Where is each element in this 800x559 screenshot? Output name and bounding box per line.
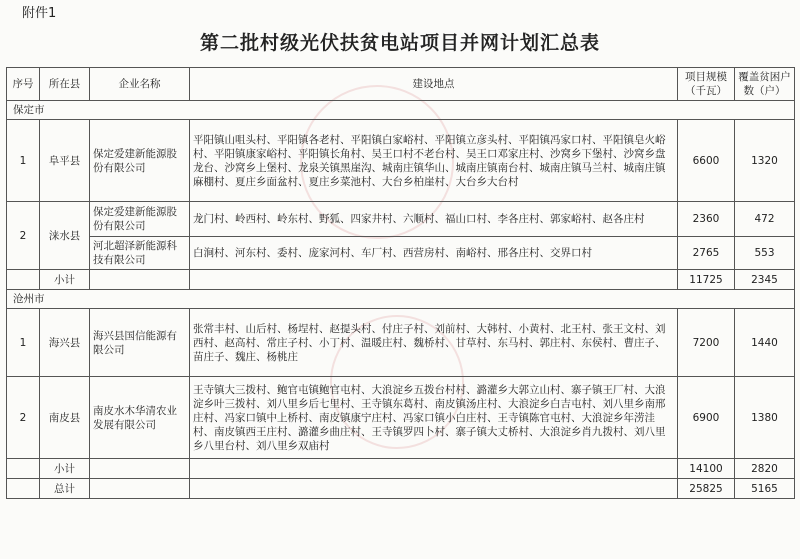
cell-seq: 2: [7, 377, 40, 459]
cell-county: 阜平县: [40, 120, 90, 202]
cell-scale: 2765: [678, 237, 735, 270]
section-name: 保定市: [7, 101, 795, 120]
cell-county: 涞水县: [40, 202, 90, 270]
cell-scale: 7200: [678, 309, 735, 377]
subtotal-label: 小计: [40, 459, 90, 479]
cell-scale: 6600: [678, 120, 735, 202]
cell-company: 河北超泽新能源科技有限公司: [90, 237, 190, 270]
cell-location: 张常丰村、山后村、杨埕村、赵提头村、付庄子村、刘前村、大韩村、小黄村、北王村、张王文村、刘西村、赵高村、常庄子村、小丁村、温暖庄村、魏桥村、甘草村、东马村、郭庄村、东侯村、曹庄子、苗庄子、魏庄、杨桃庄: [190, 309, 678, 377]
cell-company: 南皮水木华清农业发展有限公司: [90, 377, 190, 459]
header-row: [7, 68, 795, 101]
page-title: 第二批村级光伏扶贫电站项目并网计划汇总表: [199, 32, 600, 54]
subtotal-scale: 14100: [678, 459, 735, 479]
summary-table: [6, 67, 795, 499]
subtotal-row: [7, 270, 795, 290]
cell-scale: 2360: [678, 202, 735, 237]
subtotal-households: 2820: [735, 459, 795, 479]
subtotal-row: [7, 459, 795, 479]
subtotal-scale: 11725: [678, 270, 735, 290]
cell-county: 南皮县: [40, 377, 90, 459]
col-header-company: 企业名称: [90, 68, 190, 101]
cell-scale: 6900: [678, 377, 735, 459]
cell-households: 472: [735, 202, 795, 237]
total-households: 5165: [735, 479, 795, 499]
cell-county: 海兴县: [40, 309, 90, 377]
table-row: [7, 202, 795, 237]
cell-households: 553: [735, 237, 795, 270]
section-name: 沧州市: [7, 290, 795, 309]
section-row-baoding: [7, 101, 795, 120]
cell-company: 海兴县国信能源有限公司: [90, 309, 190, 377]
col-header-seq: 序号: [7, 68, 40, 101]
cell-location: 龙门村、岭西村、岭东村、野狐、四家井村、六顺村、福山口村、李各庄村、郭家峪村、赵各庄村: [190, 202, 678, 237]
cell-seq: 2: [7, 202, 40, 270]
subtotal-households: 2345: [735, 270, 795, 290]
cell-company: 保定爱建新能源股份有限公司: [90, 120, 190, 202]
table-row: [7, 309, 795, 377]
cell-seq: 1: [7, 120, 40, 202]
table-row: [7, 120, 795, 202]
cell-company: 保定爱建新能源股份有限公司: [90, 202, 190, 237]
subtotal-label: 小计: [40, 270, 90, 290]
attachment-label: 附件1: [22, 6, 57, 21]
total-label: 总计: [40, 479, 90, 499]
section-row-cangzhou: [7, 290, 795, 309]
col-header-county: 所在县: [40, 68, 90, 101]
cell-households: 1320: [735, 120, 795, 202]
cell-location: 王寺镇大三拨村、鲍官屯镇鲍官屯村、大浪淀乡五拨台村村、潞灌乡大郭立山村、寨子镇王厂村、大浪淀乡叶三拨村、刘八里乡后七里村、王寺镇东葛村、南皮镇汤庄村、大浪淀乡白吉屯村、刘八里乡南邢庄村、冯家口镇中上桥村、南皮镇康宁庄村、冯家口镇小白庄村、王寺镇陈官屯村、大浪淀乡年涝洼村、南皮镇西王庄村、潞灌乡曲庄村、王寺镇罗四卜村、寨子镇大丈桥村、大浪淀乡肖九拨村、刘八里乡八里台村、刘八里乡双庙村: [190, 377, 678, 459]
cell-seq: 1: [7, 309, 40, 377]
table-row: [7, 377, 795, 459]
table-row: [7, 237, 795, 270]
cell-location: 白涧村、河东村、委村、庞家河村、车厂村、西营房村、南峪村、邢各庄村、交界口村: [190, 237, 678, 270]
total-row: [7, 479, 795, 499]
cell-location: 平阳镇山咀头村、平阳镇各老村、平阳镇白家峪村、平阳镇立彦头村、平阳镇冯家口村、平阳镇皂火峪村、平阳镇康家峪村、平阳镇长角村、吴王口村不老台村、吴王口邓家庄村、沙窝乡下堡村、沙窝乡盘龙台、沙窝乡上堡村、龙泉关镇黑崖沟、城南庄镇华山、城南庄镇南台村、城南庄镇马兰村、城南庄镇麻棚村、夏庄乡面盆村、夏庄乡菜池村、大台乡柏崖村、大台乡大台村: [190, 120, 678, 202]
total-scale: 25825: [678, 479, 735, 499]
col-header-location: 建设地点: [190, 68, 678, 101]
cell-households: 1380: [735, 377, 795, 459]
col-header-households: 覆盖贫困户数（户）: [735, 68, 795, 101]
cell-households: 1440: [735, 309, 795, 377]
col-header-scale: 项目规模（千瓦）: [678, 68, 735, 101]
